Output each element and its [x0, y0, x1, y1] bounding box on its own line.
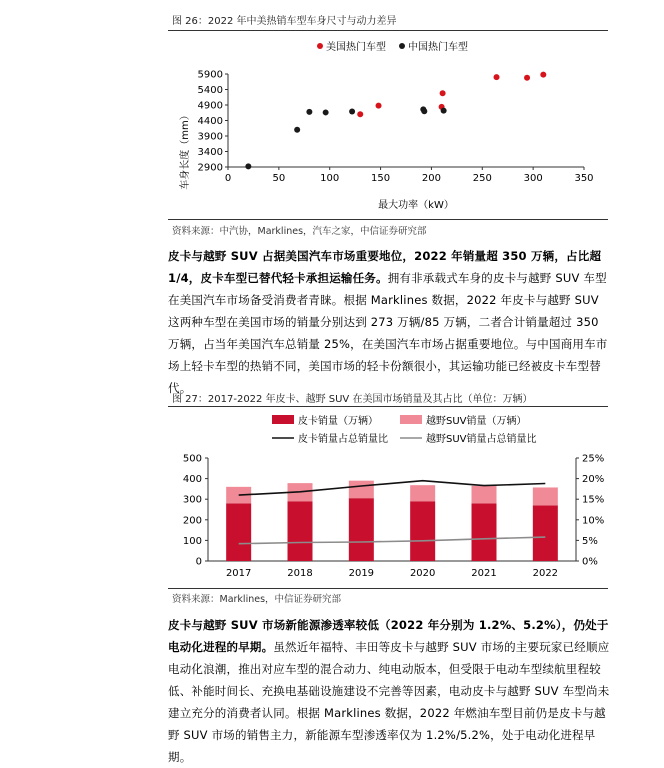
scatter-legend-label: 中国热门车型: [408, 42, 468, 53]
figure-27-top-rule: [168, 406, 608, 407]
bar-chart-left-tick-label: 200: [182, 515, 202, 527]
us-model-point: [540, 72, 546, 78]
bar-chart-left-tick-label: 400: [182, 474, 202, 486]
legend-pickup-sales-swatch: [272, 415, 294, 424]
legend-suv-sales-label: 越野SUV销量（万辆）: [426, 416, 527, 427]
paragraph-1-body: 拥有非承载式车身的皮卡与越野 SUV 车型在美国汽车市场备受消费者青睐。根据 Marklines 数据，2022 年皮卡与越野 SUV 这两种车型在美国市场的销量分别达到 273 万辆/85 万辆，二者合计销量超过 350 万辆，占当年美国汽车总销量 25%，在美国汽车市场占据重要地位。与中国商用车市场上轻卡车型的热销不同，美国市场的轻卡份额很小，其运输功能已经被皮卡车型替代。: [168, 271, 608, 395]
bar-chart-left-tick-label: 300: [182, 494, 202, 506]
scatter-y-tick-label: 3400: [197, 147, 223, 158]
suv-bar: [533, 487, 558, 505]
bar-chart-left-tick-label: 500: [182, 453, 202, 465]
paragraph-2-lead: 皮卡与越野 SUV 市场新能源渗透率较低（2022 年分别为 1.2%、5.2%），仍处于电动化进程的早期。: [168, 618, 609, 654]
pickup-bar: [472, 503, 497, 561]
us-model-point: [376, 103, 382, 109]
pickup-share-line: [239, 481, 546, 495]
pickup-bar: [410, 501, 435, 561]
legend-suv-share-label: 越野SUV销量占总销量比: [426, 434, 537, 445]
bar-chart-lines: [239, 481, 546, 544]
bar-chart-left-tick-label: 100: [182, 535, 202, 547]
scatter-x-tick-label: 100: [320, 173, 340, 184]
scatter-y-tick-label: 4400: [197, 116, 223, 127]
bar-chart-right-tick-label: 0%: [582, 556, 598, 568]
suv-bar: [410, 485, 435, 501]
legend-pickup-sales-label: 皮卡销量（万辆）: [298, 416, 378, 427]
cn-model-point: [306, 109, 312, 115]
us-model-point: [440, 90, 446, 96]
bar-chart-axes: [208, 458, 576, 561]
scatter-legend-label: 美国热门车型: [326, 42, 386, 53]
scatter-y-tick-label: 3900: [197, 131, 223, 143]
scatter-y-tick-label: 5400: [197, 85, 223, 96]
paragraph-2: [168, 614, 612, 768]
bar-chart-category-label: 2021: [471, 568, 497, 579]
paragraph-1: [168, 245, 612, 399]
scatter-x-axis-label: 最大功率（kW）: [378, 200, 454, 211]
bar-chart-category-label: 2017: [225, 568, 252, 579]
bar-chart-category-label: 2018: [287, 568, 313, 579]
scatter-points: [245, 72, 546, 170]
scatter-x-tick-label: 250: [472, 173, 492, 184]
scatter-y-tick-label: 5900: [197, 69, 223, 81]
scatter-x-tick-label: 350: [574, 173, 594, 184]
bar-chart-category-label: 2019: [348, 568, 375, 579]
legend-pickup-share-label: 皮卡销量占总销量比: [298, 434, 388, 445]
scatter-x-tick-label: 0: [224, 173, 232, 184]
paragraph-2-body: 虽然近年福特、丰田等皮卡与越野 SUV 市场的主要玩家已经顺应电动化浪潮，推出对应车型的混合动力、纯电动版本，但受限于电动车型续航里程较低、补能时间长、充换电基础设施建设不完善等因素，电动皮卡与越野 SUV 车型尚未建立充分的消费者认同。根据 Marklines 数据，2022 年燃油车型目前仍是皮卡与越野 SUV 市场的销售主力，新能源车型渗透率仅为 1.2%/5.2%，处于电动化进程早期。: [168, 640, 610, 764]
bar-chart-category-label: 2022: [532, 568, 559, 579]
figure-26-bottom-rule: [168, 219, 608, 220]
scatter-x-tick-label: 50: [272, 173, 286, 184]
scatter-chart: [168, 32, 612, 212]
scatter-legend: [317, 40, 468, 53]
scatter-x-tick-label: 300: [523, 173, 543, 184]
cn-model-point: [245, 163, 251, 169]
bar-chart-left-tick-label: 0: [195, 556, 202, 568]
figure-27-title: 图 27：2017-2022 年皮卡、越野 SUV 在美国市场销量及其占比（单位：万辆）: [172, 394, 533, 405]
pickup-bar: [226, 503, 251, 561]
bar-chart-right-tick-label: 10%: [582, 515, 605, 527]
paragraph-1-lead: 皮卡与越野 SUV 占据美国汽车市场重要地位，2022 年销量超 350 万辆，占比超 1/4，皮卡车型已替代轻卡承担运输任务。: [168, 249, 602, 285]
us-model-point: [524, 75, 530, 81]
cn-model-point: [441, 108, 447, 114]
suv-bar: [472, 486, 497, 504]
scatter-x-tick-label: 150: [371, 173, 391, 184]
figure-26-top-rule: [168, 30, 608, 31]
cn-model-point: [323, 109, 329, 115]
bar-chart-right-tick-label: 20%: [582, 474, 605, 486]
suv-bar: [349, 481, 374, 499]
cn-model-point: [349, 109, 355, 115]
scatter-y-tick-label: 2900: [197, 162, 223, 174]
bar-chart-right-tick-label: 15%: [582, 494, 605, 506]
scatter-x-tick-label: 200: [421, 173, 441, 184]
bar-chart-legend: [272, 414, 537, 445]
pickup-bar: [288, 501, 313, 561]
bar-chart-category-label: 2020: [409, 568, 436, 579]
pickup-bar: [349, 498, 374, 561]
us-model-point: [494, 74, 500, 80]
figure-27-bottom-rule: [168, 588, 608, 589]
pickup-bar: [533, 505, 558, 561]
scatter-legend-marker: [399, 43, 405, 49]
bar-chart-right-tick-label: 25%: [582, 453, 605, 465]
us-model-point: [357, 111, 363, 117]
figure-27-source: 资料来源：Marklines，中信证券研究部: [172, 594, 342, 605]
figure-26-source: 资料来源：中汽协，Marklines，汽车之家，中信证券研究部: [172, 226, 427, 237]
cn-model-point: [421, 108, 427, 114]
scatter-axes: [228, 74, 584, 167]
bar-chart-right-tick-label: 5%: [582, 535, 598, 547]
scatter-y-tick-label: 4900: [197, 100, 223, 112]
scatter-legend-marker: [317, 43, 323, 49]
scatter-y-axis-label: 车身长度（mm）: [180, 110, 191, 190]
cn-model-point: [294, 127, 300, 133]
legend-suv-sales-swatch: [400, 415, 422, 424]
bar-line-chart: [168, 408, 612, 584]
suv-share-line: [239, 537, 546, 544]
figure-26-title: 图 26：2022 年中美热销车型车身尺寸与动力差异: [172, 16, 397, 27]
